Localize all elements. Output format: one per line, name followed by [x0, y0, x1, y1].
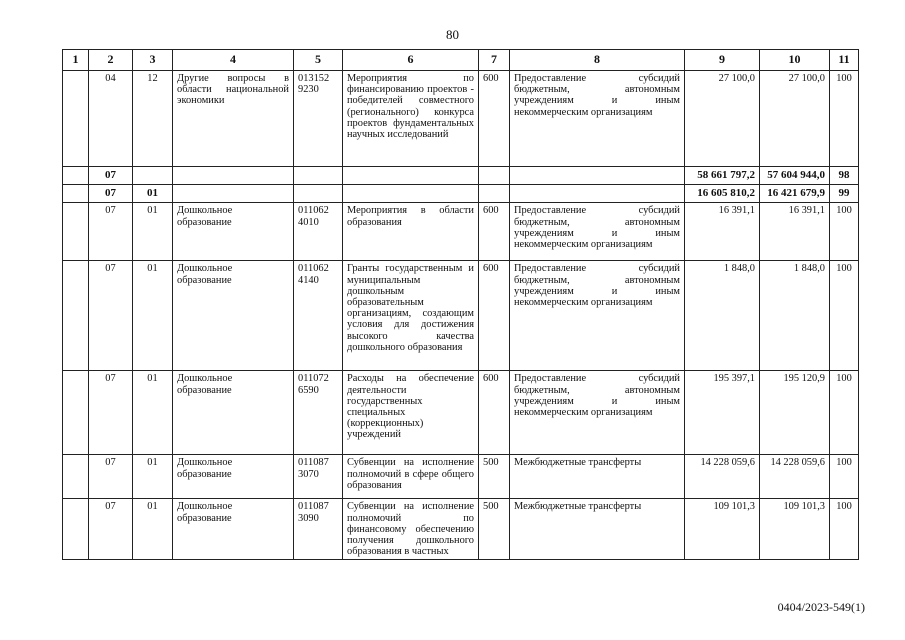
subsection-cell: 01	[133, 203, 173, 261]
table-row	[63, 455, 859, 499]
event-cell	[343, 167, 479, 185]
subsection-cell: 12	[133, 71, 173, 167]
target-article-cell: 013152 9230	[294, 71, 343, 167]
section-name-cell	[173, 185, 294, 203]
expense-type-name-cell: Межбюджетные трансферты	[510, 455, 685, 499]
plan-amount-cell: 58 661 797,2	[685, 167, 760, 185]
percent-cell: 100	[830, 455, 859, 499]
event-cell: Мероприятия в области образования	[343, 203, 479, 261]
column-header: 4	[173, 50, 294, 71]
expense-type-code-cell: 600	[479, 71, 510, 167]
subsection-cell: 01	[133, 261, 173, 371]
event-cell: Расходы на обеспечение деятельности государственных специальных (коррекционных) учреждений	[343, 371, 479, 455]
percent-cell: 100	[830, 261, 859, 371]
subsection-cell: 01	[133, 185, 173, 203]
event-cell: Гранты государственным и муниципальным дошкольным образовательным организациям, создающим условия для достижения высокого качества дошкольного образования	[343, 261, 479, 371]
plan-amount-cell: 14 228 059,6	[685, 455, 760, 499]
plan-amount-cell: 27 100,0	[685, 71, 760, 167]
budget-table	[62, 49, 859, 560]
expense-type-name-cell	[510, 167, 685, 185]
executed-amount-cell: 109 101,3	[760, 499, 830, 560]
executed-amount-cell: 16 421 679,9	[760, 185, 830, 203]
percent-cell: 99	[830, 185, 859, 203]
executed-amount-cell: 27 100,0	[760, 71, 830, 167]
column-header: 9	[685, 50, 760, 71]
percent-cell: 100	[830, 499, 859, 560]
row-number-cell	[63, 455, 89, 499]
executed-amount-cell: 57 604 944,0	[760, 167, 830, 185]
section-name-cell: Дошкольное образование	[173, 203, 294, 261]
executed-amount-cell: 14 228 059,6	[760, 455, 830, 499]
target-article-cell	[294, 185, 343, 203]
section-cell: 07	[89, 371, 133, 455]
total-row	[63, 185, 859, 203]
plan-amount-cell: 1 848,0	[685, 261, 760, 371]
section-cell: 04	[89, 71, 133, 167]
section-name-cell: Дошкольное образование	[173, 371, 294, 455]
expense-type-code-cell	[479, 185, 510, 203]
section-name-cell: Дошкольное образование	[173, 455, 294, 499]
plan-amount-cell: 16 605 810,2	[685, 185, 760, 203]
plan-amount-cell: 195 397,1	[685, 371, 760, 455]
executed-amount-cell: 1 848,0	[760, 261, 830, 371]
percent-cell: 100	[830, 71, 859, 167]
plan-amount-cell: 109 101,3	[685, 499, 760, 560]
target-article-cell	[294, 167, 343, 185]
event-cell: Мероприятия по финансированию проектов - победителей совместного (регионального) конкурса проектов фундаментальных научных исследований	[343, 71, 479, 167]
expense-type-code-cell: 500	[479, 455, 510, 499]
column-header: 8	[510, 50, 685, 71]
section-name-cell: Дошкольное образование	[173, 499, 294, 560]
page-number: 80	[446, 27, 459, 42]
table-body	[63, 71, 859, 560]
percent-cell: 98	[830, 167, 859, 185]
executed-amount-cell: 195 120,9	[760, 371, 830, 455]
column-header: 10	[760, 50, 830, 71]
table-row	[63, 71, 859, 167]
subsection-cell: 01	[133, 455, 173, 499]
section-cell: 07	[89, 185, 133, 203]
row-number-cell	[63, 71, 89, 167]
target-article-cell: 011062 4010	[294, 203, 343, 261]
column-header: 11	[830, 50, 859, 71]
plan-amount-cell: 16 391,1	[685, 203, 760, 261]
expense-type-name-cell: Предоставление субсидий бюджетным, автономным учреждениям и иным некоммерческим организациям	[510, 371, 685, 455]
subsection-cell	[133, 167, 173, 185]
expense-type-code-cell: 500	[479, 499, 510, 560]
section-cell: 07	[89, 167, 133, 185]
row-number-cell	[63, 167, 89, 185]
target-article-cell: 011072 6590	[294, 371, 343, 455]
section-name-cell: Дошкольное образование	[173, 261, 294, 371]
executed-amount-cell: 16 391,1	[760, 203, 830, 261]
expense-type-name-cell: Предоставление субсидий бюджетным, автономным учреждениям и иным некоммерческим организациям	[510, 261, 685, 371]
section-cell: 07	[89, 499, 133, 560]
table-header	[63, 50, 859, 71]
target-article-cell: 011087 3070	[294, 455, 343, 499]
document-code: 0404/2023-549(1)	[777, 600, 865, 614]
column-header: 6	[343, 50, 479, 71]
table-row	[63, 203, 859, 261]
column-header: 1	[63, 50, 89, 71]
row-number-cell	[63, 261, 89, 371]
row-number-cell	[63, 203, 89, 261]
subsection-cell: 01	[133, 499, 173, 560]
target-article-cell: 011062 4140	[294, 261, 343, 371]
event-cell: Субвенции на исполнение полномочий в сфере общего образования	[343, 455, 479, 499]
row-number-cell	[63, 499, 89, 560]
section-cell: 07	[89, 261, 133, 371]
event-cell: Субвенции на исполнение полномочий по финансовому обеспечению получения дошкольного образования в частных	[343, 499, 479, 560]
column-header: 5	[294, 50, 343, 71]
total-row	[63, 167, 859, 185]
expense-type-name-cell: Межбюджетные трансферты	[510, 499, 685, 560]
percent-cell: 100	[830, 371, 859, 455]
column-header: 7	[479, 50, 510, 71]
header-row	[63, 50, 859, 71]
expense-type-code-cell: 600	[479, 203, 510, 261]
expense-type-code-cell: 600	[479, 261, 510, 371]
table-row	[63, 499, 859, 560]
section-name-cell	[173, 167, 294, 185]
section-cell: 07	[89, 455, 133, 499]
percent-cell: 100	[830, 203, 859, 261]
row-number-cell	[63, 185, 89, 203]
table-row	[63, 261, 859, 371]
section-name-cell: Другие вопросы в области национальной экономики	[173, 71, 294, 167]
column-header: 3	[133, 50, 173, 71]
row-number-cell	[63, 371, 89, 455]
expense-type-name-cell	[510, 185, 685, 203]
expense-type-name-cell: Предоставление субсидий бюджетным, автономным учреждениям и иным некоммерческим организациям	[510, 71, 685, 167]
table-row	[63, 371, 859, 455]
expense-type-name-cell: Предоставление субсидий бюджетным, автономным учреждениям и иным некоммерческим организациям	[510, 203, 685, 261]
column-header: 2	[89, 50, 133, 71]
event-cell	[343, 185, 479, 203]
subsection-cell: 01	[133, 371, 173, 455]
target-article-cell: 011087 3090	[294, 499, 343, 560]
section-cell: 07	[89, 203, 133, 261]
expense-type-code-cell	[479, 167, 510, 185]
expense-type-code-cell: 600	[479, 371, 510, 455]
